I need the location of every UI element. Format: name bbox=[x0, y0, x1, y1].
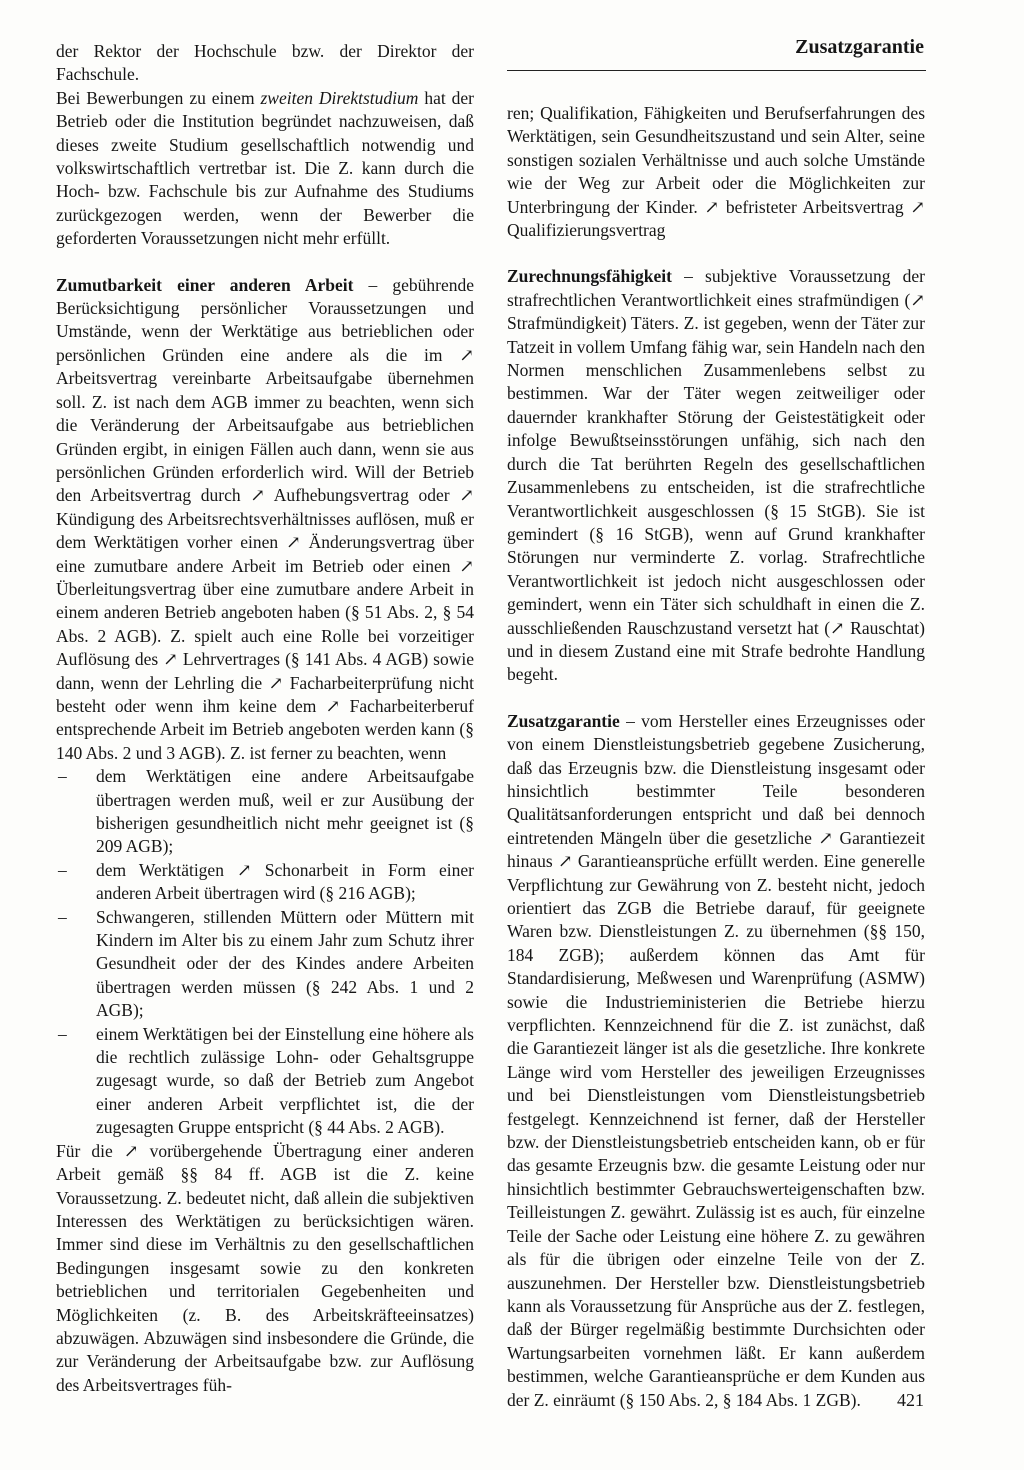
dictionary-entry bbox=[507, 265, 925, 686]
dictionary-entry bbox=[507, 710, 925, 1412]
entry-text: – vom Hersteller eines Erzeugnisses oder von einem Dienstleistungsbetrieb gegebene Zusicherung, daß das Erzeugnis bzw. die Dienstleistung insgesamt oder hinsichtlich bestimmter Teile besonderen Qualitätsanforderungen entspricht und daß bei dennoch eintretenden Mängeln über die gesetzliche ↗ Garantiezeit hinaus ↗ Garantieansprüche erfüllt werden. Eine generelle Verpflichtung zur Gewährung von Z. besteht nicht, jedoch orientiert das ZGB die Betriebe darauf, für geeignete Waren bzw. Dienstleistungen Z. zu übernehmen (§§ 150, 184 ZGB); außerdem können das Amt für Standardisierung, Meßwesen und Warenprüfung (ASMW) sowie die Industrieministerien die Betriebe hierzu verpflichten. Kennzeichnend für die Z. ist zunächst, daß die Garantiezeit länger ist als die gesetzliche. Ihre konkrete Länge wird vom Hersteller des jeweiligen Erzeugnisses und bei Dienstleistungen vom Dienstleistungsbetrieb festgelegt. Kennzeichnend ist ferner, daß der Hersteller bzw. der Dienstleistungsbetrieb entscheiden kann, ob er für das gesamte Erzeugnis bzw. die gesamte Leistung oder nur hinsichtlich bestimmter Gebrauchswerteigenschaften bzw. Teilleistungen Z. gewährt. Zulässig ist es auch, für einzelne Teile der Sache oder Leistung eine höhere Z. zu gewähren als für die übrigen oder einzelne Teile von der Z. auszunehmen. Der Hersteller bzw. Dienstleistungsbetrieb kann als Voraussetzung für Ansprüche aus der Z. festlegen, daß der Bürger regelmäßig bestimmte Durchsichten oder Wartungsarbeiten vornehmen läßt. Er kann außerdem bestimmen, welche Garantieansprüche er dem Kunden aus der Z. einräumt (§ 150 Abs. 2, § 184 Abs. 1 ZGB). bbox=[507, 710, 925, 1410]
paragraph-text: hat der Betrieb oder die Institution begründet nachzuweisen, daß dieses zweite Studium gesellschaftlich notwendig und volkswirtschaftlich vertretbar ist. Die Z. kann durch die Hoch- bzw. Fachschule bis zur Aufnahme des Studiums zurückgezogen werden, wenn der Bewerber die geforderten Voraussetzungen nicht mehr erfüllt. bbox=[56, 87, 474, 249]
list-item: – Schwangeren, stillenden Müttern oder Müttern mit Kindern im Alter bis zu einem Jahr zum Schutz ihrer Gesundheit oder der des Kindes andere Arbeiten übertragen werden müssen (§ 242 Abs. 1 und 2 AGB); bbox=[56, 906, 474, 1023]
entry-text: – gebührende Berücksichtigung persönlicher Voraussetzungen und Umstände, wenn der Werktätige aus betrieblichen oder persönlichen Gründen eine andere als die im ↗ Arbeitsvertrag vereinbarte Arbeitsaufgabe übernehmen soll. Z. ist nach dem AGB immer zu beachten, wenn sich die Veränderung der Arbeitsaufgabe aus betrieblichen Gründen ergibt, in einigen Fällen auch dann, wenn sie aus persönlichen Gründen erforderlich wird. Will der Betrieb den Arbeitsvertrag durch ↗ Aufhebungsvertrag oder ↗ Kündigung des Arbeitsrechtsverhältnisses auflösen, muß er dem Werktätigen vorher einen ↗ Änderungsvertrag über eine zumutbare andere Arbeit im Betrieb oder einen ↗ Überleitungsvertrag über eine zumutbare andere Arbeit in einem anderen Betrieb angeboten haben (§ 51 Abs. 2, § 54 Abs. 2 AGB). Z. spielt auch eine Rolle bei vorzeitiger Auflösung des ↗ Lehrvertrages (§ 141 Abs. 4 AGB) sowie dann, wenn der Lehrling die ↗ Facharbeiterprüfung nicht besteht oder wenn ihm keine dem ↗ Facharbeiterberuf entsprechende Arbeit im Betrieb angeboten werden kann (§ 140 Abs. 2 und 3 AGB). Z. ist ferner zu beachten, wenn bbox=[56, 274, 474, 763]
condition-list bbox=[56, 765, 474, 1140]
entry-headword: Zumutbarkeit einer anderen Arbeit bbox=[56, 274, 354, 295]
list-item: – einem Werktätigen bei der Einstellung eine höhere als die rechtlich zulässige Lohn- oder Gehaltsgruppe zugesagt wurde, so daß der Betrieb zum Angebot einer anderen Arbeit verpflichtet ist, die der zugesagten Gruppe entspricht (§ 44 Abs. 2 AGB). bbox=[56, 1023, 474, 1140]
header-rule bbox=[507, 70, 926, 71]
paragraph bbox=[56, 87, 474, 251]
dictionary-entry bbox=[56, 274, 474, 766]
paragraph: ren; Qualifikation, Fähigkeiten und Berufserfahrungen des Werktätigen, sein Gesundheitszustand und sein Alter, seine sonstigen sozialen Verhältnisse und auch solche Umstände wie der Weg zur Arbeit oder die Möglichkeiten zur Unterbringung der Kinder. ↗ befristeter Arbeitsvertrag ↗ Qualifizierungsvertrag bbox=[507, 103, 925, 241]
left-column bbox=[56, 40, 474, 1397]
entry-headword: Zusatzgarantie bbox=[507, 710, 620, 731]
paragraph-text: Bei Bewerbungen zu einem bbox=[56, 87, 255, 108]
emphasis-text: zweiten Direktstudium bbox=[260, 87, 419, 108]
paragraph-text: der Rektor der Hochschule bzw. der Direktor der Fachschule. bbox=[56, 41, 474, 85]
running-head: Zusatzgarantie bbox=[795, 36, 924, 58]
list-item: – dem Werktätigen eine andere Arbeitsaufgabe übertragen werden muß, weil er zur Ausübung der bisherigen gesundheitlich nicht mehr geeignet ist (§ 209 AGB); bbox=[56, 765, 474, 859]
list-item: – dem Werktätigen ↗ Schonarbeit in Form einer anderen Arbeit übertragen wird (§ 216 AGB); bbox=[56, 859, 474, 906]
entry-text: – subjektive Voraussetzung der strafrechtlichen Verantwortlichkeit eines strafmündigen (↗ Strafmündigkeit) Täters. Z. ist gegeben, wenn der Täter zur Tatzeit in vollem Umfang fähig war, sein Handeln nach den Normen menschlichen Zusammenlebens selbst zu bestimmen. War der Täter wegen zeitweiliger oder dauernder krankhafter Störung der Geistestätigkeit oder infolge Bewußtseinsstörungen unfähig, sich nach den durch die Tat berührten Regeln des gesellschaftlichen Zusammenlebens zu entscheiden, ist die strafrechtliche Verantwortlichkeit ausgeschlossen (§ 15 StGB). Sie ist gemindert (§ 16 StGB), wenn auf Grund krankhafter Störungen nur verminderte Z. vorlag. Strafrechtliche Verantwortlichkeit ist jedoch nicht ausgeschlossen oder gemindert, wenn ein Täter sich schuldhaft in einen die Z. ausschließenden Rauschzustand versetzt hat (↗ Rauschtat) und in diesem Zustand eine mit Strafe bedrohte Handlung begeht. bbox=[507, 266, 925, 685]
paragraph bbox=[56, 40, 474, 87]
page-number: 421 bbox=[897, 1390, 924, 1410]
right-column bbox=[507, 102, 925, 1412]
paragraph: Für die ↗ vorübergehende Übertragung einer anderen Arbeit gemäß §§ 84 ff. AGB ist die Z. keine Voraussetzung. Z. bedeutet nicht, daß allein die subjektiven Interessen des Werktätigen zu berücksichtigen wären. Immer sind diese im Verhältnis zu den gesellschaftlichen Bedingungen insgesamt sowie zu den konkreten betrieblichen und territorialen Gegebenheiten und Möglichkeiten (z. B. des Arbeitskräfteeinsatzes) abzuwägen. Abzuwägen sind insbesondere die Gründe, die zur Veränderung der Arbeitsaufgabe bzw. zur Auflösung des Arbeitsvertrages füh- bbox=[56, 1140, 474, 1395]
entry-headword: Zurechnungsfähigkeit bbox=[507, 266, 672, 287]
